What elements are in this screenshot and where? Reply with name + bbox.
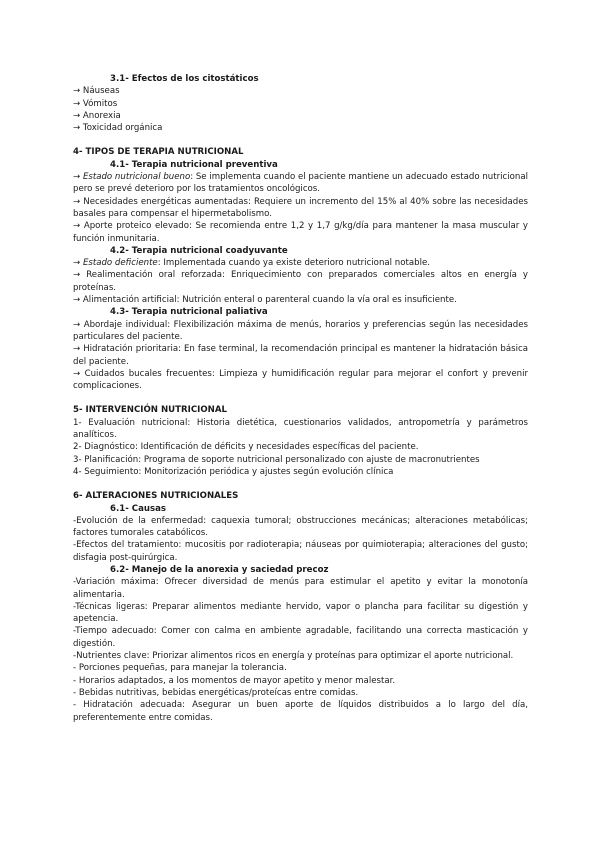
list-item: → Abordaje individual: Flexibilización máxima de menús, horarios y preferencias según las necesidades particulares del paciente. [73, 319, 528, 342]
list-item: -Variación máxima: Ofrecer diversidad de menús para estimular el apetito y evitar la monotonía alimentaria. [73, 577, 528, 600]
list-item: -Efectos del tratamiento: mucositis por radioterapia; náuseas por quimioterapia; alteraciones del gusto; disfagia post-quirúrgica. [73, 540, 528, 563]
section-5-heading: 5- INTERVENCIÓN NUTRICIONAL [73, 405, 227, 416]
list-item: → Vómitos [73, 98, 118, 109]
section-6-2-heading: 6.2- Manejo de la anorexia y saciedad precoz [110, 564, 329, 575]
list-item: 2- Diagnóstico: Identificación de déficits y necesidades específicas del paciente. [73, 442, 419, 453]
list-item: → Estado deficiente: Implementada cuando ya existe deterioro nutricional notable. [73, 258, 430, 269]
list-item: → Estado nutricional bueno: Se implementa cuando el paciente mantiene un adecuado estado nutricional pero se prevé deterioro por los tratamientos oncológicos. [73, 172, 528, 195]
list-item: -Tiempo adecuado: Comer con calma en ambiente agradable, facilitando una correcta masticación y digestión. [73, 626, 528, 649]
list-item: → Anorexia [73, 110, 121, 121]
list-item: - Bebidas nutritivas, bebidas energéticas/proteícas entre comidas. [73, 687, 359, 698]
list-item: → Toxicidad orgánica [73, 123, 163, 134]
document-page [73, 73, 528, 724]
list-item: → Náuseas [73, 86, 120, 97]
list-item: -Técnicas ligeras: Preparar alimentos mediante hervido, vapor o plancha para facilitar su digestión y apetencia. [73, 601, 528, 625]
list-item: → Necesidades energéticas aumentadas: Requiere un incremento del 15% al 40% sobre las necesidades basales para compensar el hipermetabolismo. [73, 196, 528, 219]
section-4-3-heading: 4.3- Terapia nutricional paliativa [110, 307, 268, 318]
list-item: → Hidratación prioritaria: En fase terminal, la recomendación principal es mantener la hidratación básica del paciente. [73, 344, 528, 367]
section-4-2-heading: 4.2- Terapia nutricional coadyuvante [110, 245, 288, 256]
list-item: → Aporte proteico elevado: Se recomienda entre 1,2 y 1,7 g/kg/día para mantener la masa muscular y función inmunitaria. [73, 221, 528, 244]
section-6-heading: 6- ALTERACIONES NUTRICIONALES [73, 491, 239, 502]
list-item: 4- Seguimiento: Monitorización periódica y ajustes según evolución clínica [73, 466, 394, 477]
list-item: → Cuidados bucales frecuentes: Limpieza y humidificación regular para mejorar el confort y prevenir complicaciones. [73, 368, 528, 392]
list-item: - Hidratación adecuada: Asegurar un buen aporte de líquidos distribuidos a lo largo del día, preferentemente entre comidas. [73, 700, 528, 723]
list-item: - Porciones pequeñas, para manejar la tolerancia. [73, 663, 287, 674]
section-6-1-heading: 6.1- Causas [110, 503, 167, 514]
section-4-heading: 4- TIPOS DE TERAPIA NUTRICIONAL [73, 147, 244, 158]
section-4-1-heading: 4.1- Terapia nutricional preventiva [110, 159, 278, 170]
list-item: - Horarios adaptados, a los momentos de mayor apetito y menor malestar. [73, 675, 396, 686]
section-3-1-heading: 3.1- Efectos de los citostáticos [110, 74, 259, 84]
list-item: 3- Planificación: Programa de soporte nutricional personalizado con ajuste de macronutrientes [73, 454, 480, 465]
list-item: → Realimentación oral reforzada: Enriquecimiento con preparados comerciales altos en energía y proteínas. [73, 270, 528, 293]
list-item: -Evolución de la enfermedad: caquexia tumoral; obstrucciones mecánicas; alteraciones metabólicas; factores tumorales catabólicos. [73, 515, 528, 539]
list-item: → Alimentación artificial: Nutrición enteral o parenteral cuando la vía oral es insuficiente. [73, 295, 457, 306]
list-item: 1- Evaluación nutricional: Historia dietética, cuestionarios validados, antropometría y parámetros analíticos. [73, 417, 528, 441]
list-item: -Nutrientes clave: Priorizar alimentos ricos en energía y proteínas para optimizar el aporte nutricional. [73, 651, 514, 662]
